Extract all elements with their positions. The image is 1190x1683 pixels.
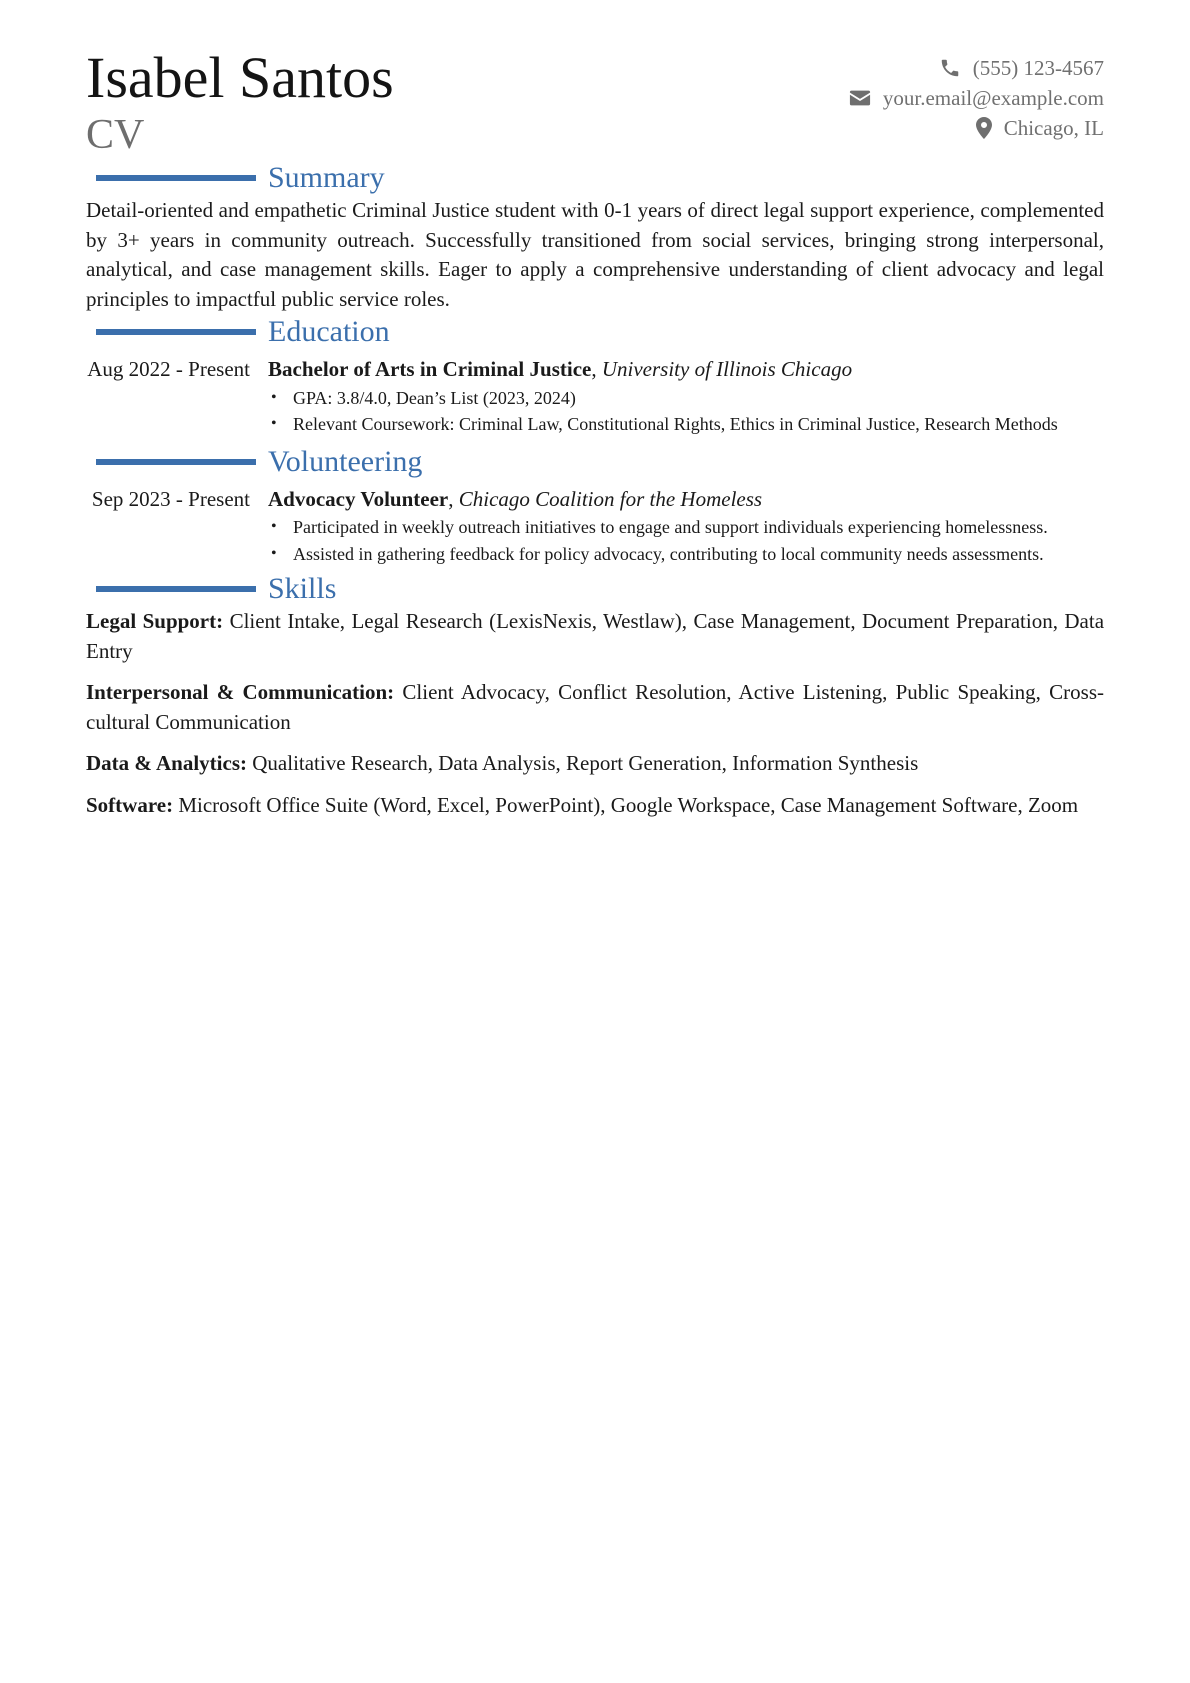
map-pin-icon bbox=[976, 117, 992, 139]
skill-values: Qualitative Research, Data Analysis, Report Generation, Information Synthesis bbox=[252, 751, 919, 775]
degree-title: Bachelor of Arts in Criminal Justice bbox=[268, 357, 592, 381]
skill-values: Microsoft Office Suite (Word, Excel, PowerPoint), Google Workspace, Case Management Software, Zoom bbox=[178, 792, 1079, 817]
entry-body bbox=[268, 355, 1104, 438]
entry-heading: Advocacy Volunteer, Chicago Coalition for the Homeless bbox=[268, 486, 763, 511]
section-title-skills: Skills bbox=[268, 572, 337, 605]
section-rule bbox=[96, 329, 256, 335]
list-item: • GPA: 3.8/4.0, Dean’s List (2023, 2024) bbox=[293, 385, 1104, 412]
cv-header bbox=[86, 0, 1104, 160]
document-subtitle: CV bbox=[86, 112, 145, 158]
entry-heading: Bachelor of Arts in Criminal Justice, University of Illinois Chicago bbox=[268, 357, 853, 381]
skill-group bbox=[86, 678, 1104, 737]
section-rule bbox=[96, 459, 256, 465]
entry-date: Aug 2022 - Present bbox=[87, 357, 250, 381]
contact-email bbox=[849, 83, 1104, 113]
role-title: Advocacy Volunteer bbox=[268, 486, 449, 511]
skill-values: Client Intake, Legal Research (LexisNexis, Westlaw), Case Management, Document Preparation, Data Entry bbox=[86, 609, 1105, 663]
organization-name: Chicago Coalition for the Homeless bbox=[458, 486, 763, 511]
section-title-summary: Summary bbox=[268, 161, 385, 194]
location-text: Chicago, IL bbox=[1003, 115, 1104, 140]
email-link[interactable]: your.email@example.com bbox=[882, 85, 1104, 110]
section-title-education: Education bbox=[268, 315, 390, 348]
skill-group bbox=[86, 749, 1104, 779]
entry-bullets bbox=[268, 514, 1104, 567]
skill-group bbox=[86, 791, 1104, 821]
envelope-icon bbox=[849, 89, 871, 107]
contact-info bbox=[849, 53, 1104, 143]
volunteering-section-header bbox=[86, 444, 1104, 480]
skill-group bbox=[86, 607, 1104, 666]
section-title-volunteering: Volunteering bbox=[268, 444, 423, 478]
skill-label: Data & Analytics: bbox=[86, 751, 247, 775]
skills-section-header bbox=[86, 571, 1104, 607]
entry-date: Sep 2023 - Present bbox=[91, 486, 250, 511]
summary-section-header bbox=[86, 160, 1104, 196]
skills-list bbox=[86, 607, 1104, 820]
phone-number: (555) 123-4567 bbox=[972, 55, 1104, 80]
education-entry bbox=[86, 355, 1104, 438]
volunteering-entry bbox=[86, 485, 1104, 568]
contact-phone bbox=[849, 53, 1104, 83]
list-item: • Relevant Coursework: Criminal Law, Constitutional Rights, Ethics in Criminal Justice, Research Methods bbox=[293, 411, 1104, 438]
person-name: Isabel Santos bbox=[86, 45, 394, 110]
skill-label: Interpersonal & Communication: bbox=[86, 680, 395, 704]
entry-bullets bbox=[268, 385, 1104, 438]
summary-text: Detail-oriented and empathetic Criminal Justice student with 0-1 years of direct legal support experience, complemented by 3+ years in community outreach. Successfully transitioned from social services, bringing strong interpersonal, analytical, and case management skills. Eager to apply a comprehensive understanding of client advocacy and legal principles to impactful public service roles. bbox=[86, 198, 1104, 311]
section-rule bbox=[96, 586, 256, 592]
entry-body bbox=[268, 485, 1104, 568]
skill-label: Legal Support: bbox=[86, 609, 224, 633]
list-item: • Assisted in gathering feedback for policy advocacy, contributing to local community needs assessments. bbox=[293, 541, 1104, 568]
phone-icon bbox=[939, 57, 961, 79]
institution-name: University of Illinois Chicago bbox=[601, 357, 853, 381]
skill-label: Software: bbox=[86, 792, 174, 817]
skill-values: Client Advocacy, Conflict Resolution, Active Listening, Public Speaking, Cross-cultural Communication bbox=[86, 680, 1105, 734]
contact-location bbox=[849, 113, 1104, 143]
list-item: • Participated in weekly outreach initiatives to engage and support individuals experiencing homelessness. bbox=[293, 514, 1104, 541]
section-rule bbox=[96, 175, 256, 181]
education-section-header bbox=[86, 314, 1104, 350]
